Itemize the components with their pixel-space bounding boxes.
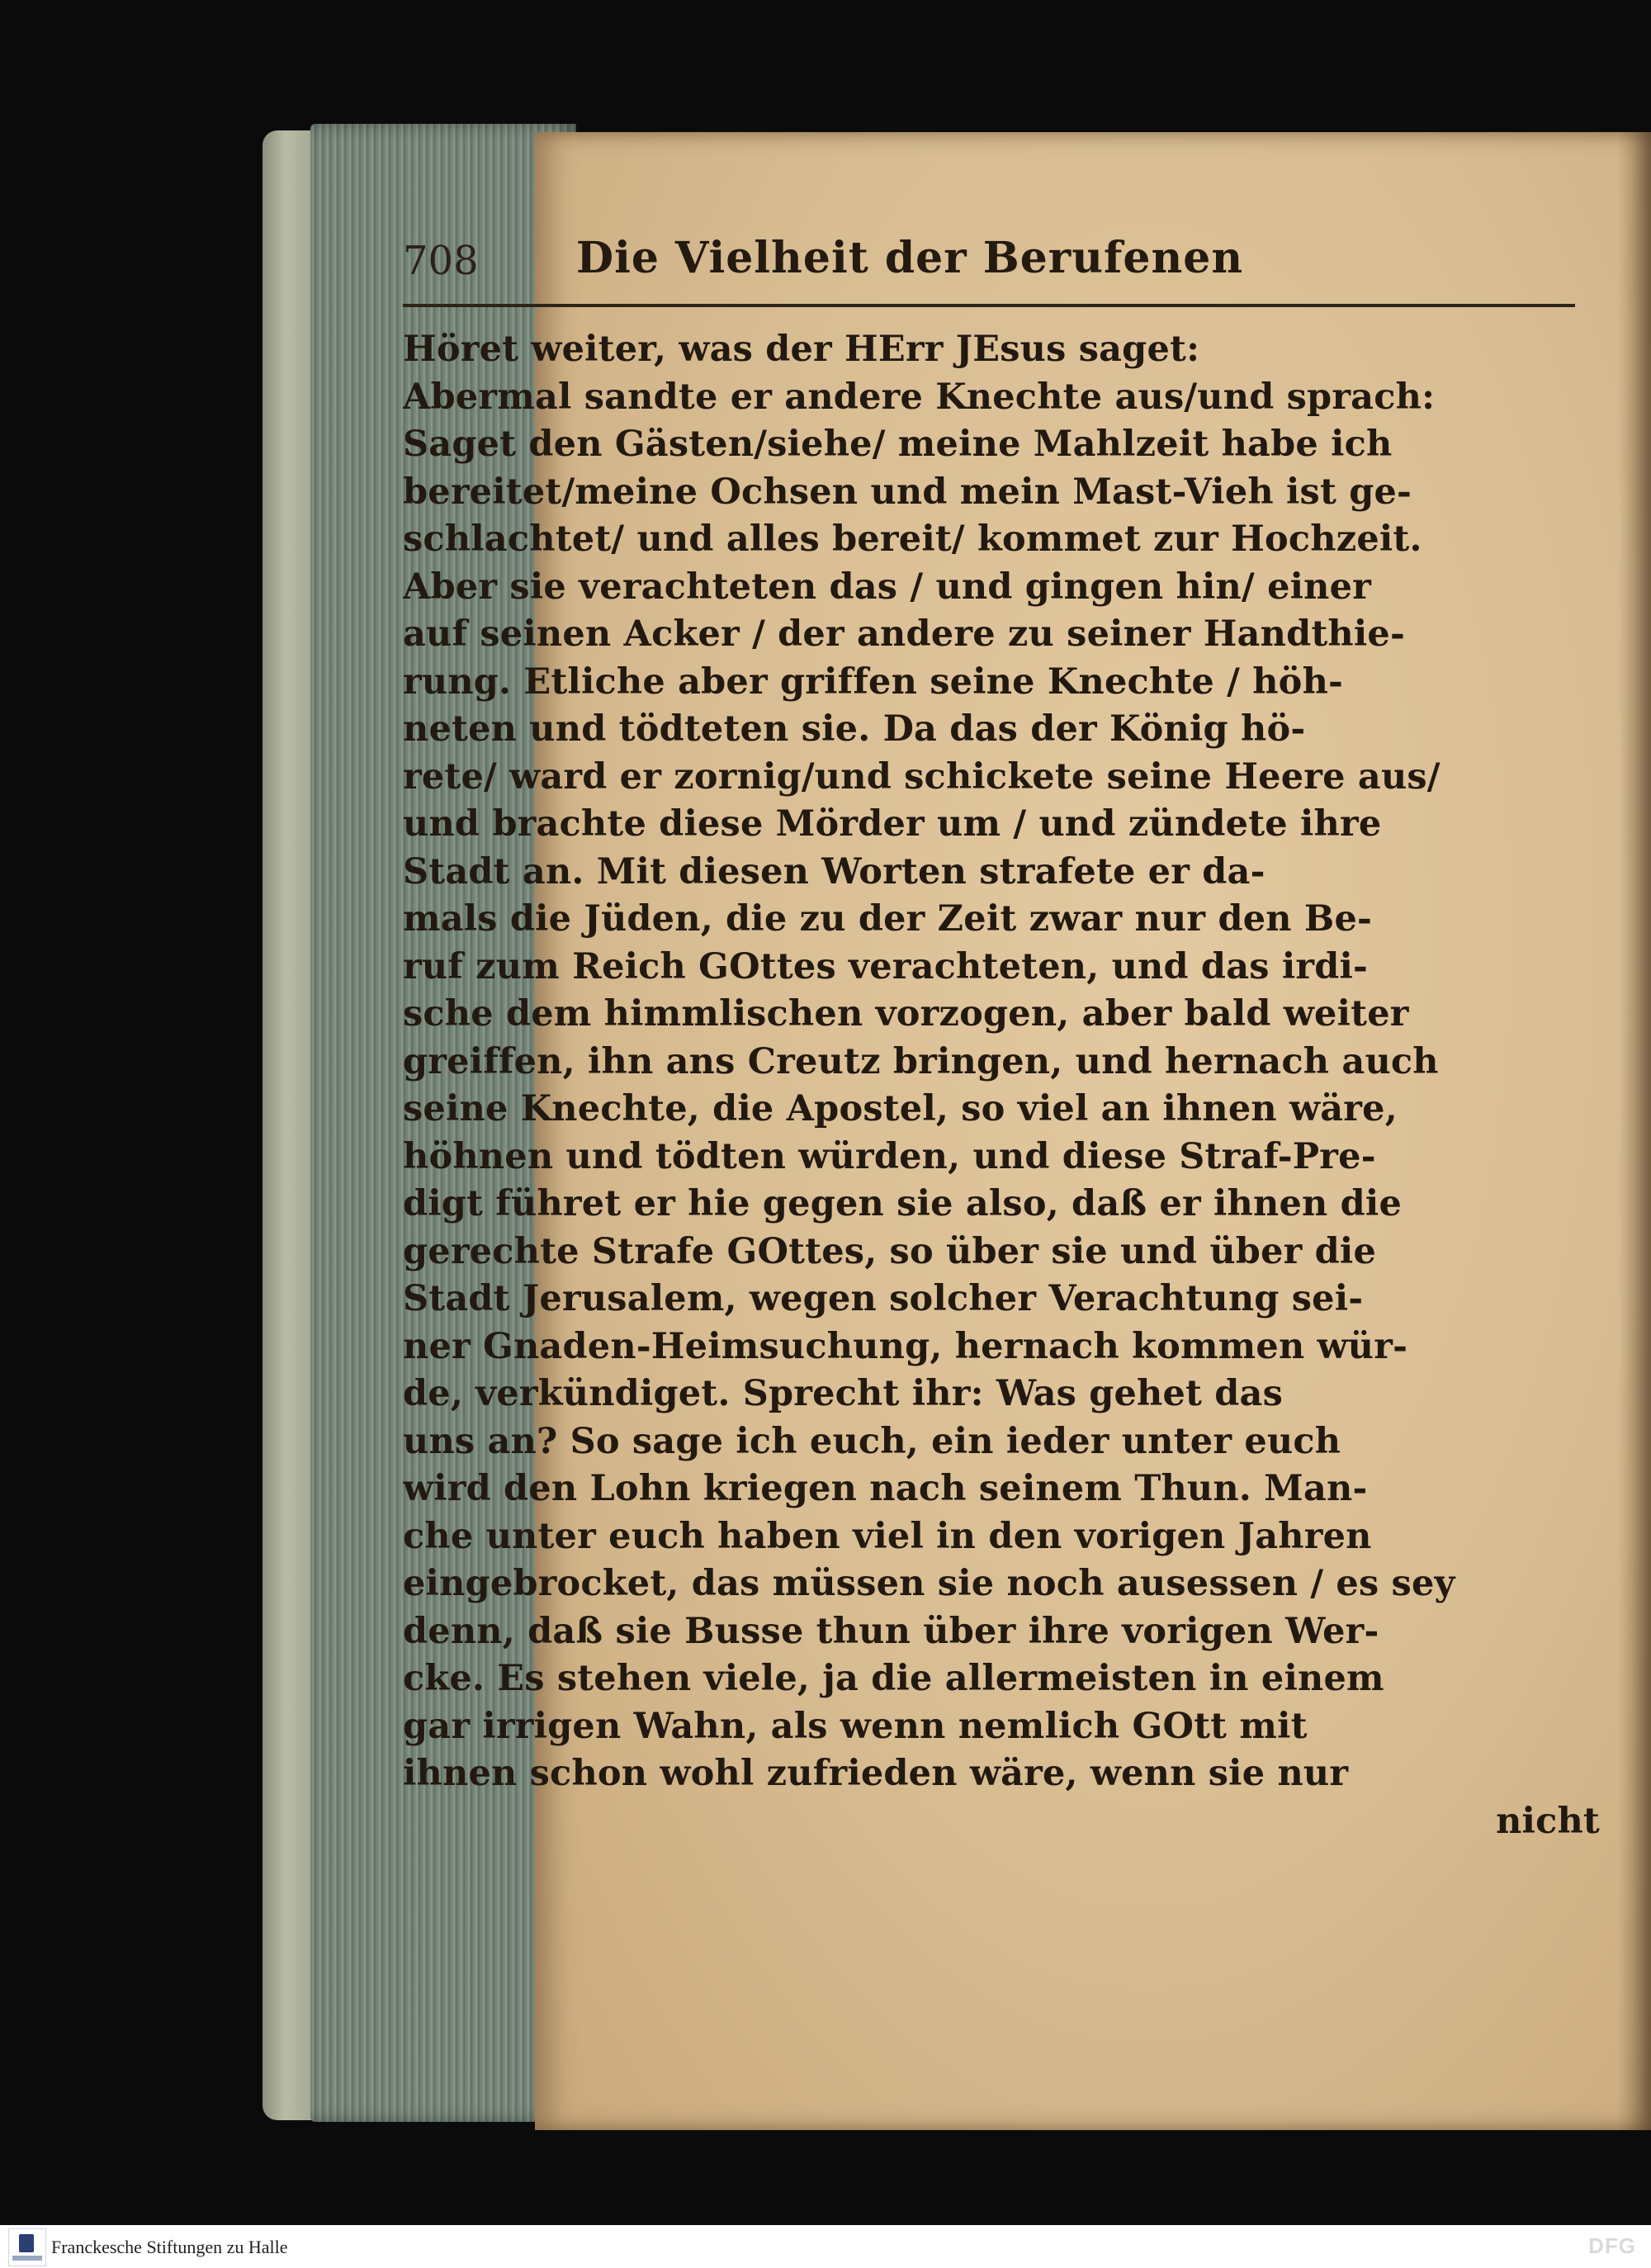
page-header <box>403 221 1567 312</box>
text-line: höhnen und tödten würden, und diese Straf-Pre- <box>403 1135 1376 1177</box>
text-line: ihnen schon wohl zufrieden wäre, wenn sie nur <box>403 1753 1349 1794</box>
text-line: schlachtet/ und alles bereit/ kommet zur Hochzeit. <box>403 518 1422 560</box>
text-line: Abermal sandte er andere Knechte aus/und sprach: <box>403 376 1436 418</box>
text-line: digt führet er hie gegen sie also, daß er ihnen die <box>403 1183 1403 1224</box>
text-line: che unter euch haben viel in den vorigen Jahren <box>403 1515 1372 1557</box>
text-line: bereitet/meine Ochsen und mein Mast-Vieh ist ge- <box>403 471 1412 513</box>
text-line: denn, daß sie Busse thun über ihre vorigen Wer- <box>403 1610 1379 1652</box>
institution-logo-icon[interactable] <box>8 2228 46 2266</box>
text-line: Aber sie verachteten das / und gingen hin/ einer <box>403 566 1372 608</box>
text-line: ruf zum Reich GOttes verachteten, und das irdi- <box>403 945 1369 987</box>
text-line: Saget den Gästen/siehe/ meine Mahlzeit habe ich <box>403 424 1393 465</box>
catchword: nicht <box>1496 1800 1600 1842</box>
logo-mark <box>19 2234 34 2252</box>
body-text <box>403 326 1600 1845</box>
viewer-footer <box>0 2225 1651 2268</box>
text-line: ner Gnaden-Heimsuchung, hernach kommen wür- <box>403 1325 1408 1367</box>
text-line: wird den Lohn kriegen nach seinem Thun. Man- <box>403 1468 1368 1509</box>
header-rule <box>403 304 1575 307</box>
logo-caption-bar <box>12 2256 42 2261</box>
text-line: Höret weiter, was der HErr JEsus saget: <box>403 329 1200 370</box>
text-line: neten und tödteten sie. Da das der König hö- <box>403 708 1306 750</box>
text-line: cke. Es stehen viele, ja die allermeisten in einem <box>403 1658 1384 1699</box>
text-line: auf seinen Acker / der andere zu seiner Handthie- <box>403 613 1406 655</box>
institution-label[interactable]: Franckesche Stiftungen zu Halle <box>51 2237 288 2257</box>
text-line: eingebrocket, das müssen sie noch ausessen / es sey <box>403 1563 1455 1604</box>
text-line: rung. Etliche aber griffen seine Knechte / höh- <box>403 661 1344 703</box>
text-line: Stadt an. Mit diesen Worten strafete er da- <box>403 850 1265 893</box>
text-line: de, verkündiget. Sprecht ihr: Was gehet das <box>403 1373 1284 1414</box>
text-line: mals die Jüden, die zu der Zeit zwar nur den Be- <box>403 898 1373 940</box>
text-line: greiffen, ihn ans Creutz bringen, und hernach auch <box>403 1040 1439 1082</box>
text-line: seine Knechte, die Apostel, so viel an ihnen wäre, <box>403 1088 1398 1129</box>
text-line: Stadt Jerusalem, wegen solcher Verachtung sei- <box>403 1278 1364 1319</box>
dfg-logo[interactable]: DFG <box>1588 2233 1636 2258</box>
page-gutter-shadow <box>1618 132 1651 2130</box>
running-title: Die Vielheit der Berufenen <box>576 233 1244 283</box>
text-line: rete/ ward er zornig/und schickete seine Heere aus/ <box>403 755 1440 798</box>
text-line: sche dem himmlischen vorzogen, aber bald weiter <box>403 993 1409 1035</box>
text-line: gar irrigen Wahn, als wenn nemlich GOtt mit <box>403 1705 1308 1747</box>
text-line: uns an? So sage ich euch, ein ieder unter euch <box>403 1420 1341 1462</box>
page-number: 708 <box>403 238 479 284</box>
text-line: und brachte diese Mörder um / und zündete ihre <box>403 803 1382 845</box>
text-line: gerechte Strafe GOttes, so über sie und über die <box>403 1230 1377 1272</box>
